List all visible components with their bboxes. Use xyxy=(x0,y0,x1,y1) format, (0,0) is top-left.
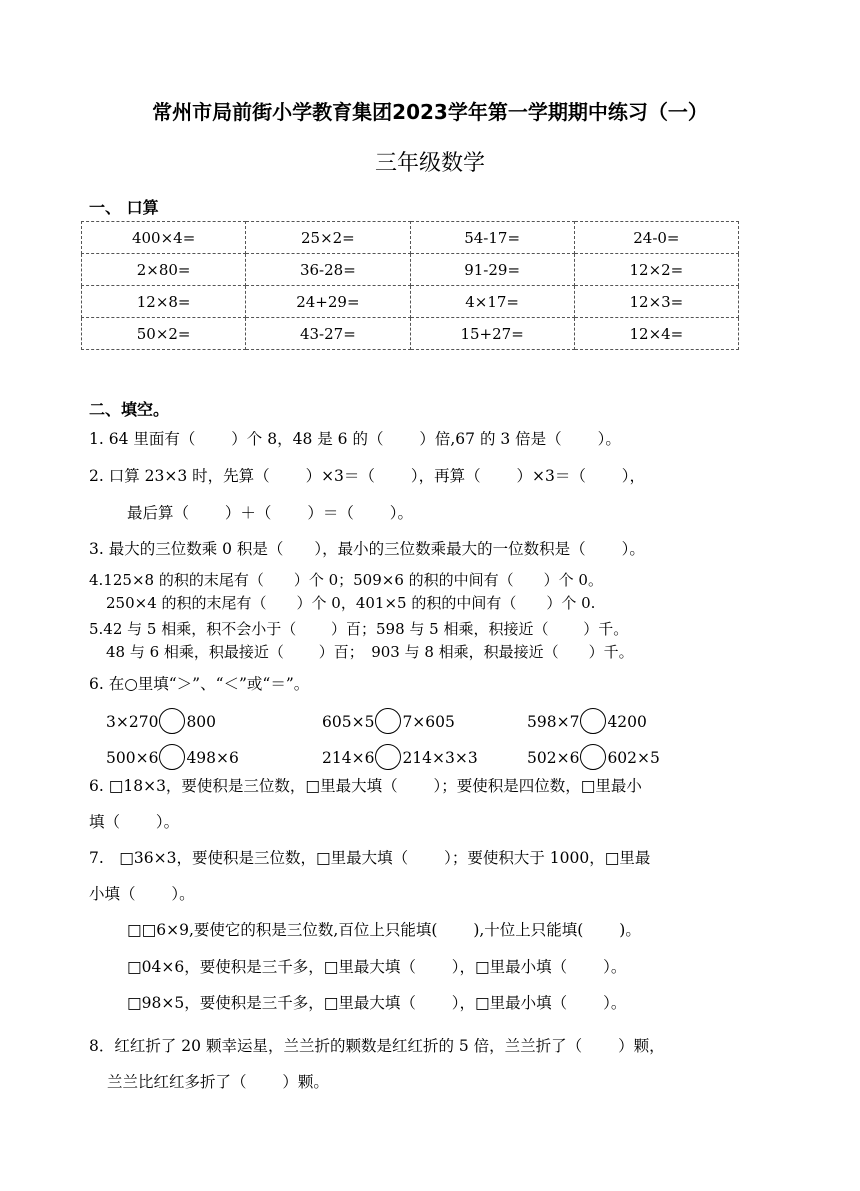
table-cell: 2×80= xyxy=(82,254,246,286)
compare-right: 602×5 xyxy=(607,749,660,767)
question-7-line3: □□6×9,要使它的积是三位数,百位上只能填( ),十位上只能填( )。 xyxy=(127,921,641,939)
table-cell: 24-0= xyxy=(574,222,738,254)
table-cell: 12×8= xyxy=(82,286,246,318)
page-subtitle: 三年级数学 xyxy=(374,151,485,176)
table-cell: 43-27= xyxy=(246,318,410,350)
compare-left: 500×6 xyxy=(106,749,159,767)
compare-left: 3×270 xyxy=(106,713,159,731)
compare-item xyxy=(322,746,478,772)
compare-right: 214×3×3 xyxy=(402,749,478,767)
section2-heading: 二、填空。 xyxy=(89,400,170,419)
table-row xyxy=(82,286,739,318)
compare-item xyxy=(322,710,455,736)
question-6-heading: 6. 在○里填“＞”、“＜”或“＝”。 xyxy=(89,675,310,693)
compare-item xyxy=(527,746,660,772)
table-row xyxy=(82,254,739,286)
question-7-line4: □04×6，要使积是三千多，□里最大填（ ），□里最小填（ ）。 xyxy=(127,958,627,976)
question-1: 1. 64 里面有（ ）个 8，48 是 6 的（ ）倍,67 的 3 倍是（ ）。 xyxy=(89,430,621,448)
table-cell: 4×17= xyxy=(410,286,574,318)
table-cell: 25×2= xyxy=(246,222,410,254)
question-5-line2: 48 与 6 相乘，积最接近（ ）百； 903 与 8 相乘，积最接近（ ）千。 xyxy=(106,643,634,661)
compare-left: 598×7 xyxy=(527,713,580,731)
question-8-line2: 兰兰比红红多折了（ ）颗。 xyxy=(107,1073,329,1091)
table-row xyxy=(82,222,739,254)
question-2-line1: 2. 口算 23×3 时，先算（ ）×3＝（ ），再算（ ）×3＝（ ）， xyxy=(89,467,646,485)
table-cell: 36-28= xyxy=(246,254,410,286)
compare-item xyxy=(106,710,216,736)
compare-circle[interactable] xyxy=(375,708,401,734)
question-7-line2: 小填（ ）。 xyxy=(89,885,195,903)
compare-left: 214×6 xyxy=(322,749,375,767)
question-5-line1: 5.42 与 5 相乘，积不会小于（ ）百；598 与 5 相乘，积接近（ ）千。 xyxy=(89,620,629,638)
compare-right: 4200 xyxy=(607,713,647,731)
table-cell: 12×3= xyxy=(574,286,738,318)
question-7-line1: 7. □36×3，要使积是三位数，□里最大填（ ）；要使积大于 1000，□里最 xyxy=(89,849,651,867)
compare-circle[interactable] xyxy=(580,744,606,770)
compare-right: 7×605 xyxy=(402,713,455,731)
compare-circle[interactable] xyxy=(159,708,185,734)
compare-right: 800 xyxy=(186,713,217,731)
oral-calc-table xyxy=(81,221,739,350)
compare-left: 605×5 xyxy=(322,713,375,731)
question-8-line1: 8．红红折了 20 颗幸运星，兰兰折的颗数是红红折的 5 倍，兰兰折了（ ）颗， xyxy=(89,1037,665,1055)
table-cell: 400×4= xyxy=(82,222,246,254)
question-2-line2: 最后算（ ）＋（ ）＝（ ）。 xyxy=(127,504,414,522)
table-cell: 24+29= xyxy=(246,286,410,318)
question-6b-line1: 6. □18×3，要使积是三位数，□里最大填（ ）；要使积是四位数，□里最小 xyxy=(89,777,642,795)
compare-item xyxy=(106,746,239,772)
compare-circle[interactable] xyxy=(375,744,401,770)
table-cell: 12×2= xyxy=(574,254,738,286)
table-cell: 50×2= xyxy=(82,318,246,350)
compare-circle[interactable] xyxy=(159,744,185,770)
compare-circle[interactable] xyxy=(580,708,606,734)
question-4-line2: 250×4 的积的末尾有（ ）个 0，401×5 的积的中间有（ ）个 0. xyxy=(106,594,596,612)
question-7-line5: □98×5，要使积是三千多，□里最大填（ ），□里最小填（ ）。 xyxy=(127,994,627,1012)
table-cell: 54-17= xyxy=(410,222,574,254)
table-cell: 12×4= xyxy=(574,318,738,350)
compare-right: 498×6 xyxy=(186,749,239,767)
compare-left: 502×6 xyxy=(527,749,580,767)
table-cell: 15+27= xyxy=(410,318,574,350)
compare-item xyxy=(527,710,647,736)
question-6b-line2: 填（ ）。 xyxy=(89,813,180,831)
page-title: 常州市局前街小学教育集团2023学年第一学期期中练习（一） xyxy=(152,100,708,124)
question-3: 3. 最大的三位数乘 0 积是（ ），最小的三位数乘最大的一位数积是（ ）。 xyxy=(89,540,645,558)
table-row xyxy=(82,318,739,350)
table-cell: 91-29= xyxy=(410,254,574,286)
question-4-line1: 4.125×8 的积的末尾有（ ）个 0；509×6 的积的中间有（ ）个 0。 xyxy=(89,571,603,589)
section1-heading: 一、 口算 xyxy=(89,198,159,217)
